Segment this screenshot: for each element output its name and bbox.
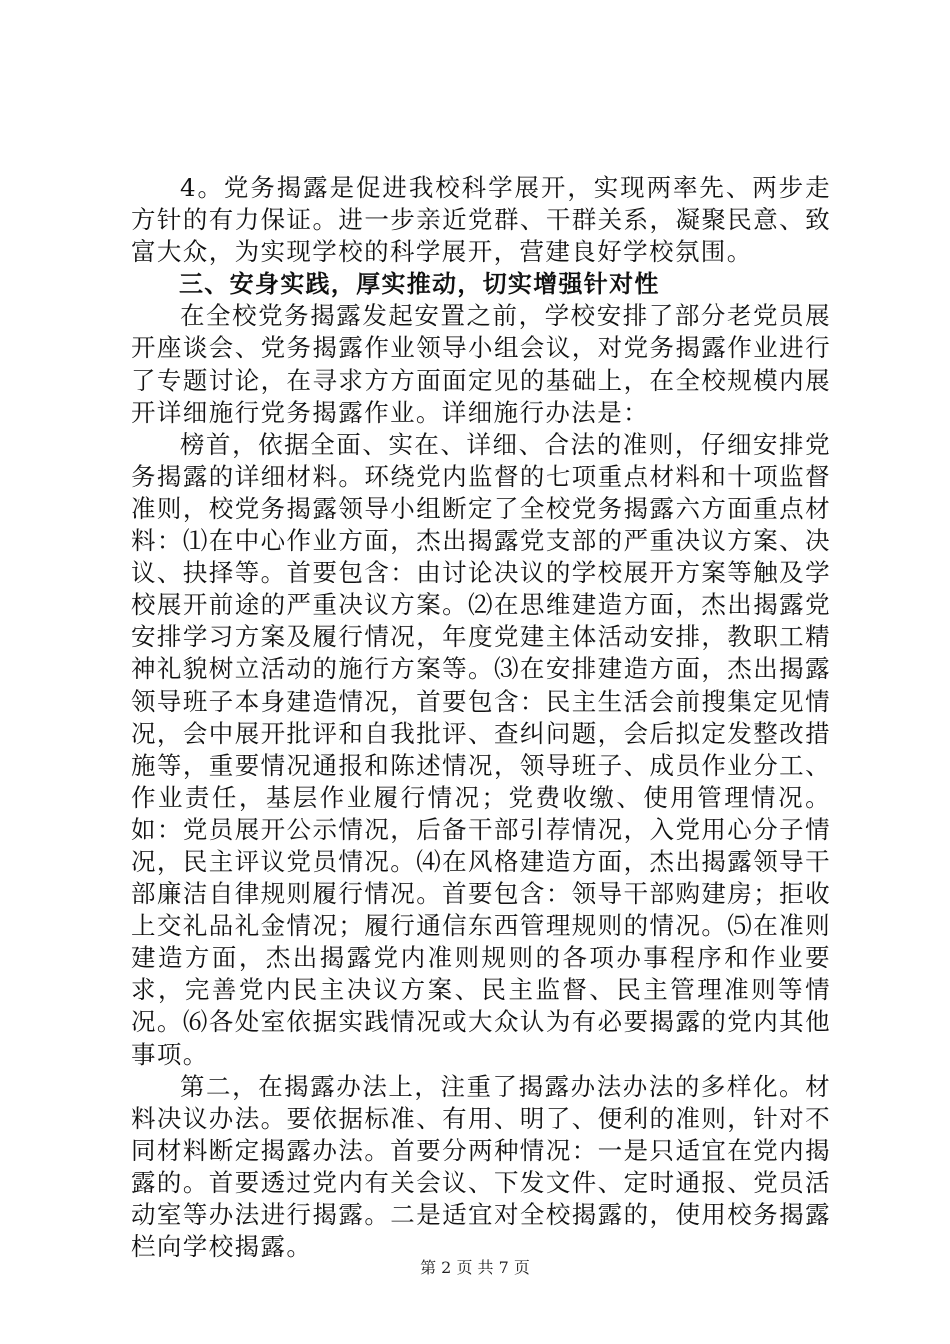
paragraph-second: 第二，在揭露办法上，注重了揭露办法办法的多样化。材料决议办法。要依据标准、有用、明了、便利的准则，针对不同材料断定揭露办法。首要分两种情况：一是只适宜在党内揭露的。首要透过党内有关会议、下发文件、定时通报、党员活动室等办法进行揭露。二是适宜对全校揭露的，使用校务揭露栏向学校揭露。 xyxy=(131,1071,831,1262)
page-number-footer: 第 2 页 共 7 页 xyxy=(420,1258,530,1277)
paragraph-first: 榜首，依据全面、实在、详细、合法的准则，仔细安排党务揭露的详细材料。环绕党内监督的七项重点材料和十项监督准则，校党务揭露领导小组断定了全校党务揭露六方面重点材料：⑴在中心作业方面，杰出揭露党支部的严重决议方案、决议、抉择等。首要包含：由讨论决议的学校展开方案等触及学校展开前途的严重决议方案。⑵在思维建造方面，杰出揭露党安排学习方案及履行情况，年度党建主体活动安排，教职工精神礼貌树立活动的施行方案等。⑶在安排建造方面，杰出揭露领导班子本身建造情况，首要包含：民主生活会前搜集定见情况，会中展开批评和自我批评、查纠问题，会后拟定发整改措施等，重要情况通报和陈述情况，领导班子、成员作业分工、作业责任，基层作业履行情况；党费收缴、使用管理情况。如：党员展开公示情况，后备干部引荐情况，入党用心分子情况，民主评议党员情况。⑷在风格建造方面，杰出揭露领导干部廉洁自律规则履行情况。首要包含：领导干部购建房；拒收上交礼品礼金情况；履行通信东西管理规则的情况。⑸在准则建造方面，杰出揭露党内准则规则的各项办事程序和作业要求，完善党内民主决议方案、民主监督、民主管理准则等情况。⑹各处室依据实践情况或大众认为有必要揭露的党内其他事项。 xyxy=(131,429,831,1069)
document-body xyxy=(131,172,831,1263)
paragraph-point-4: 4。党务揭露是促进我校科学展开，实现两率先、两步走方针的有力保证。进一步亲近党群、干群关系，凝聚民意、致富大众，为实现学校的科学展开，营建良好学校氛围。 xyxy=(131,173,831,267)
section-heading-3: 三、安身实践，厚实推动，切实增强针对性 xyxy=(179,270,660,299)
paragraph-intro: 在全校党务揭露发起安置之前，学校安排了部分老党员展开座谈会、党务揭露作业领导小组会议，对党务揭露作业进行了专题讨论，在寻求方方面面定见的基础上，在全校规模内展开详细施行党务揭露作业。详细施行办法是： xyxy=(131,301,831,427)
